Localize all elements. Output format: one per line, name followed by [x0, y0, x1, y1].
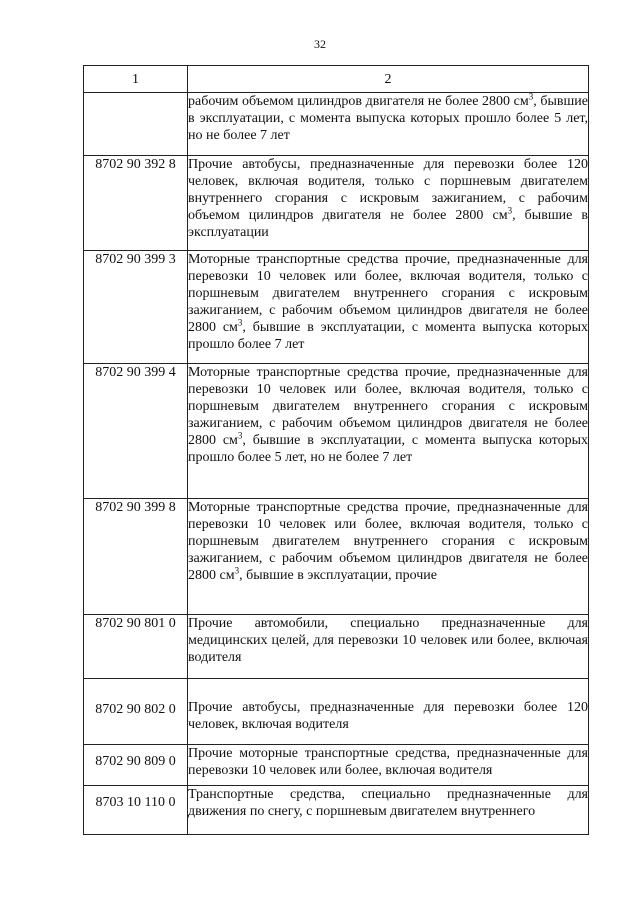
description-cell: [188, 786, 589, 835]
hs-code-cell: 8702 90 809 0: [84, 745, 188, 786]
description-tail: , бывшие в эксплуатации, с момента выпуска которых прошло более 5 лет, но не более 7 лет: [188, 433, 588, 465]
hs-code-cell: 8702 90 399 8: [84, 499, 188, 615]
unit-exponent: 3: [507, 205, 513, 216]
description-main: рабочим объемом цилиндров двигателя не более 2800 см: [188, 94, 529, 109]
hs-code-cell: 8703 10 110 0: [84, 786, 188, 835]
hs-code-cell: [84, 93, 188, 156]
description-text: [188, 699, 588, 733]
page-number: 32: [314, 37, 326, 51]
description-cell: [188, 499, 589, 615]
description-main: Прочие автобусы, предназначенные для перевозки более 120 человек, включая водителя, только с поршневым двигателем внутреннего сгорания с искровым зажиганием, с рабочим объемом цилиндров двигателя не более 2800 см: [188, 157, 588, 223]
description-tail: , бывшие в эксплуатации, с момента выпуска которых прошло более 5 лет, но не более 7 лет: [188, 94, 588, 143]
unit-exponent: 3: [237, 430, 243, 441]
tariff-code-table: [83, 65, 589, 835]
table-header-row: [84, 66, 589, 93]
table-row: [84, 745, 589, 786]
table-row: [84, 364, 589, 499]
table-row: [84, 499, 589, 615]
column-header-1: 1: [84, 66, 188, 93]
description-main: Прочие автомобили, специально предназначенные для медицинских целей, для перевозки 10 человек или более, включая водителя: [188, 616, 588, 665]
hs-code-cell: 8702 90 399 4: [84, 364, 188, 499]
description-main: Моторные транспортные средства прочие, предназначенные для перевозки 10 человек или более, включая водителя, только с поршневым двигателем внутреннего сгорания с искровым зажиганием, с рабочим объемом цилиндров двигателя не более 2800 см: [188, 365, 588, 448]
description-main: Моторные транспортные средства прочие, предназначенные для перевозки 10 человек или более, включая водителя, только с поршневым двигателем внутреннего сгорания с искровым зажиганием, с рабочим объемом цилиндров двигателя не более 2800 см: [188, 252, 588, 335]
table-row: [84, 156, 589, 251]
hs-code-cell: 8702 90 802 0: [84, 679, 188, 745]
description-cell: [188, 679, 589, 745]
description-tail: , бывшие в эксплуатации: [188, 208, 588, 240]
description-tail: , бывшие в эксплуатации, с момента выпуска которых прошло более 7 лет: [188, 320, 588, 352]
unit-exponent: 3: [234, 565, 240, 576]
description-text: [188, 786, 588, 820]
description-main: Прочие автобусы, предназначенные для перевозки более 120 человек, включая водителя: [188, 700, 588, 732]
table-row: [84, 786, 589, 835]
description-tail: , бывшие в эксплуатации, прочие: [239, 568, 437, 583]
description-text: [188, 251, 588, 353]
description-main: Моторные транспортные средства прочие, предназначенные для перевозки 10 человек или более, включая водителя, только с поршневым двигателем внутреннего сгорания с искровым зажиганием, с рабочим объемом цилиндров двигателя не более 2800 см: [188, 500, 588, 583]
table-row: [84, 615, 589, 679]
description-cell: [188, 745, 589, 786]
hs-code-cell: 8702 90 399 3: [84, 251, 188, 364]
description-cell: [188, 251, 589, 364]
description-text: [188, 499, 588, 584]
hs-code-cell: 8702 90 392 8: [84, 156, 188, 251]
description-cell: [188, 364, 589, 499]
column-header-2: 2: [188, 66, 589, 93]
description-cell: [188, 615, 589, 679]
table-row: [84, 251, 589, 364]
description-cell: [188, 156, 589, 251]
description-text: [188, 615, 588, 666]
description-text: [188, 156, 588, 241]
table-row: [84, 679, 589, 745]
table-row: [84, 93, 589, 156]
unit-exponent: 3: [528, 91, 534, 102]
description-main: Прочие моторные транспортные средства, предназначенные для перевозки 10 человек или более, включая водителя: [188, 746, 588, 778]
description-cell: [188, 93, 589, 156]
description-text: [188, 745, 588, 779]
description-text: [188, 93, 588, 144]
unit-exponent: 3: [237, 317, 243, 328]
description-main: Транспортные средства, специально предназначенные для движения по снегу, с поршневым двигателем внутреннего: [188, 787, 588, 819]
hs-code-cell: 8702 90 801 0: [84, 615, 188, 679]
description-text: [188, 364, 588, 466]
